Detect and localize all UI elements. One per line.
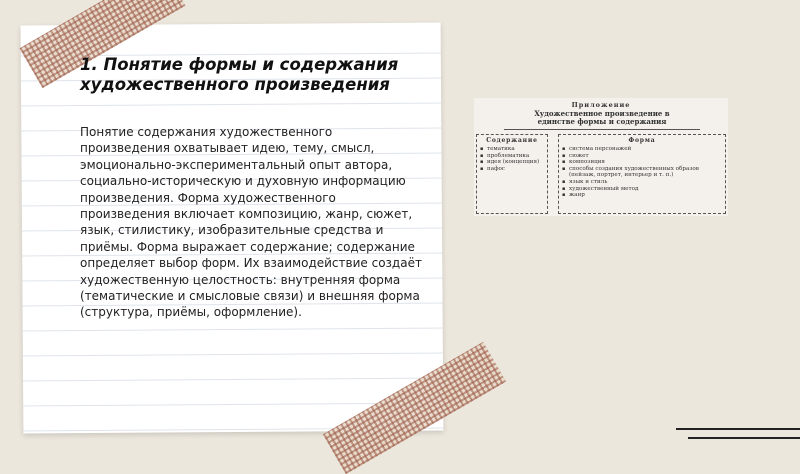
list-item: ▪ сюжет: [562, 153, 722, 160]
appendix-diagram: [474, 98, 728, 216]
list-item: ▪ проблематика: [480, 153, 544, 160]
form-heading: Форма: [628, 137, 656, 144]
content-box: [476, 134, 548, 214]
content-list: [480, 146, 544, 172]
list-item: ▪ способы создания художественных образов (пейзаж, портрет, интерьер и т. п.): [562, 166, 722, 179]
list-item: ▪ композиция: [562, 159, 722, 166]
list-item: ▪ тематика: [480, 146, 544, 153]
list-item: ▪ жанр: [562, 192, 722, 199]
appendix-header: Приложение: [571, 101, 631, 109]
list-item: ▪ система персонажей: [562, 146, 722, 153]
form-box: [558, 134, 726, 214]
form-list: [562, 146, 722, 199]
appendix-title: Художественное произведение в единстве формы и содержания: [534, 109, 670, 126]
list-item: ▪ язык и стиль: [562, 179, 722, 186]
decorative-line: [676, 428, 800, 430]
decorative-line: [688, 437, 800, 439]
slide-title: 1. Понятие формы и содержания художественного произведения: [80, 55, 399, 94]
appendix-divider: [504, 129, 700, 130]
list-item: ▪ художественный метод: [562, 186, 722, 193]
list-item: ▪ пафос: [480, 166, 544, 173]
content-heading: Содержание: [486, 137, 538, 144]
body-text: Понятие содержания художественного произведения охватывает идею, тему, смысл, эмоционально-экспериментальный опыт автора, социально-историческую и духовную информацию произведения. Форма художественного произведения включает композицию, жанр, сюжет, язык, стилистику, изобразительные средства и приёмы. Форма выражает содержание; содержание определяет выбор форм. Их взаимодействие создаёт художественную целостность: внутренняя форма (тематические и смысловые связи) и внешняя форма (структура, приёмы, оформление).: [80, 125, 422, 320]
list-item: ▪ идея (концепция): [480, 159, 544, 166]
